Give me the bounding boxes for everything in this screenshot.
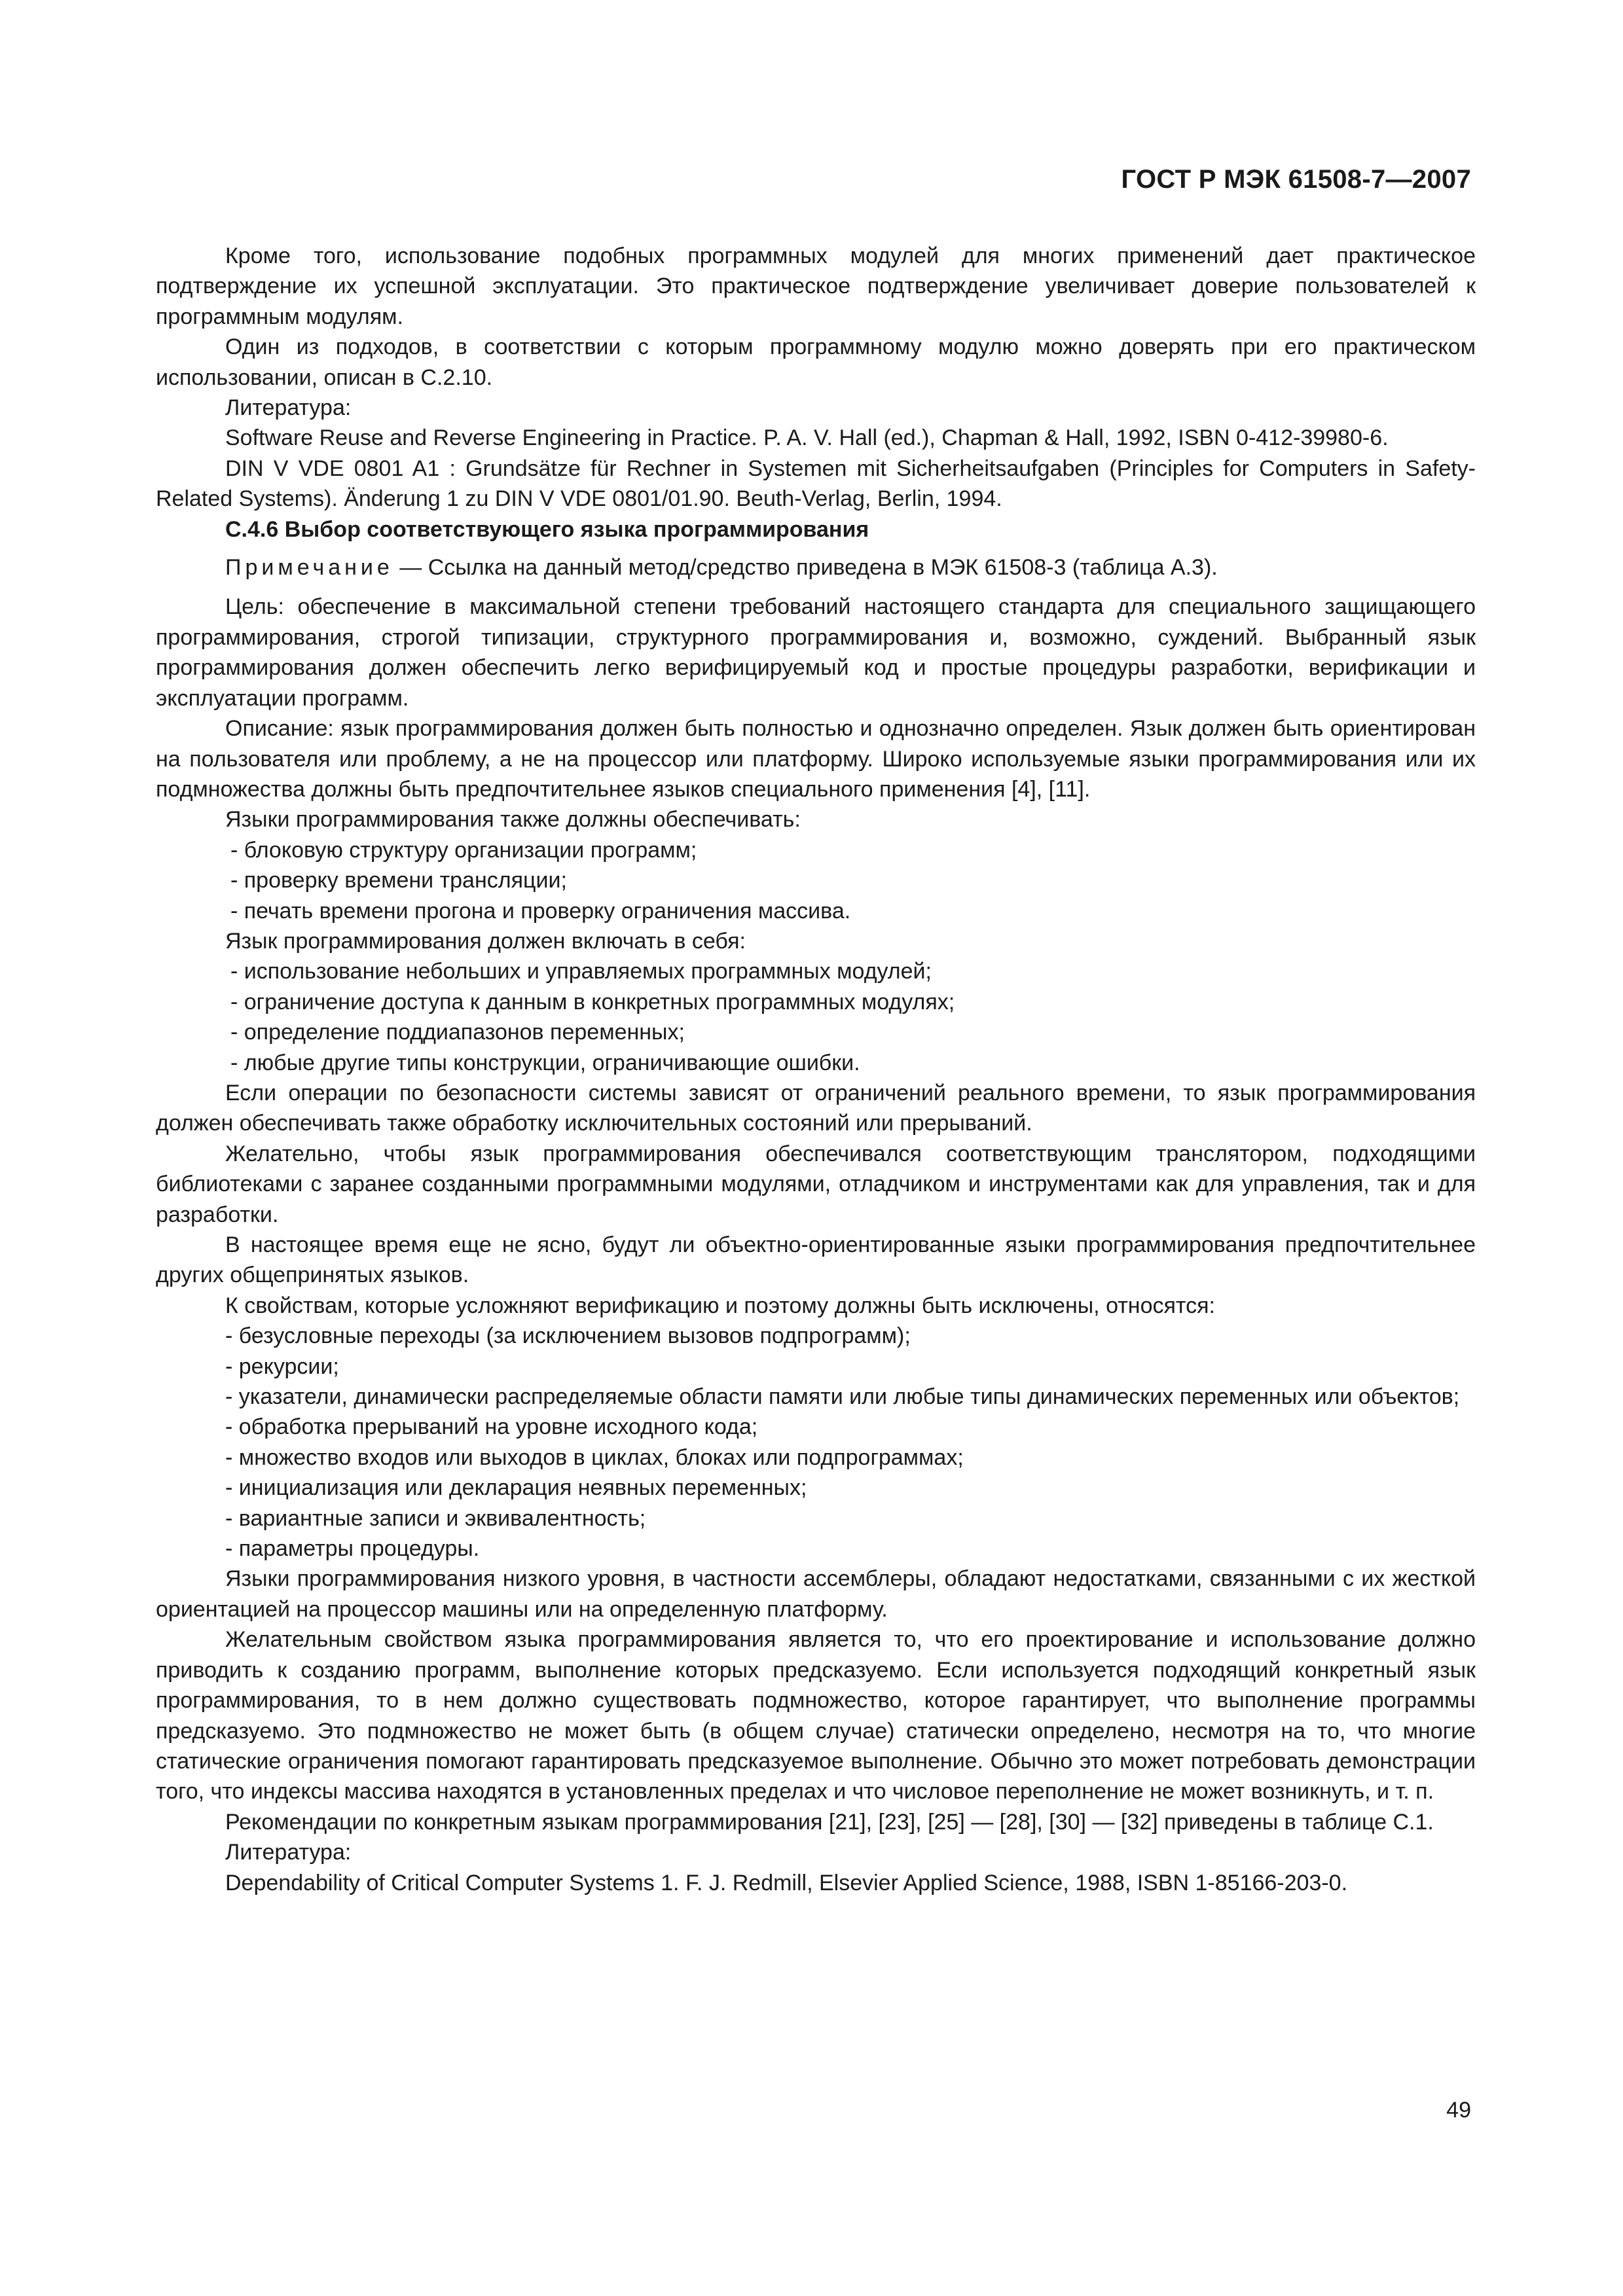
page-body [156, 241, 1476, 1898]
list-item: - указатели, динамически распределяемые области памяти или любые типы динамических переменных или объектов; [225, 1384, 1460, 1410]
note-label: Примечание [225, 555, 393, 581]
list-item: - рекурсии; [225, 1354, 339, 1379]
paragraph-translator: Желательно, чтобы язык программирования обеспечивался соответствующим транслятором, подходящими библиотеками с заранее созданными программными модулями, отладчиком и инструментами как для управления, так и для разработки. [156, 1141, 1476, 1227]
paragraph-desirable: Желательным свойством языка программирования является то, что его проектирование и использование должно приводить к созданию программ, выполнение которых предсказуемо. Если используется подходящий конкретный язык программирования, то в нем должно существовать подмножество, которое гарантирует, что выполнение программы предсказуемо. Это подмножество не может быть (в общем случае) статически определено, несмотря на то, что многие статические ограничения помогают гарантировать предсказуемое выполнение. Обычно это может потребовать демонстрации того, что индексы массива находятся в установленных пределах и что числовое переполнение не может возникнуть, и т. п. [156, 1627, 1476, 1804]
paragraph-aim: Цель: обеспечение в максимальной степени требований настоящего стандарта для специального защищающего программирования, строгой типизации, структурного программирования и, возможно, суждений. Выбранный язык программирования должен обеспечить легко верифицируемый код и простые процедуры разработки, верификации и эксплуатации программ. [156, 594, 1476, 711]
list-item: - безусловные переходы (за исключением вызовов подпрограмм); [225, 1323, 911, 1349]
list-item: - параметры процедуры. [225, 1536, 480, 1562]
paragraph-low-level: Языки программирования низкого уровня, в частности ассемблеры, обладают недостатками, связанными с их жесткой ориентацией на процессор машины или на определенную платформу. [156, 1566, 1476, 1622]
paragraph-realtime: Если операции по безопасности системы зависят от ограничений реального времени, то язык программирования должен обеспечивать также обработку исключительных состояний или прерываний. [156, 1080, 1476, 1136]
list-item: - использование небольших и управляемых программных модулей; [230, 959, 932, 984]
paragraph-reuse: Кроме того, использование подобных программных модулей для многих применений дает практическое подтверждение их успешной эксплуатации. Это практическое подтверждение увеличивает доверие пользователей к программным модулям. [156, 243, 1476, 329]
list-item: - печать времени прогона и проверку ограничения массива. [230, 898, 851, 924]
list-item: - обработка прерываний на уровне исходного кода; [225, 1414, 758, 1440]
paragraph-provide-intro: Языки программирования также должны обеспечивать: [225, 807, 801, 833]
paragraph-include-intro: Язык программирования должен включать в себя: [225, 928, 746, 954]
list-item: - инициализация или декларация неявных переменных; [225, 1475, 807, 1501]
document-header: ГОСТ Р МЭК 61508-7—2007 [1121, 165, 1471, 194]
note-text: — Ссылка на данный метод/средство приведена в МЭК 61508-3 (таблица А.3). [393, 555, 1218, 581]
literature-reference: Dependability of Critical Computer Systems 1. F. J. Redmill, Elsevier Applied Science, 1988, ISBN 1-85166-203-0. [225, 1870, 1348, 1895]
list-item: - проверку времени трансляции; [230, 868, 567, 893]
list-item: - блоковую структуру организации программ; [230, 837, 697, 863]
literature-label: Литература: [225, 1840, 352, 1865]
paragraph-recommendations: Рекомендации по конкретным языкам программирования [21], [23], [25] — [28], [30] — [32] приведены в таблице С.1. [225, 1809, 1434, 1835]
list-item: - ограничение доступа к данным в конкретных программных модулях; [230, 989, 955, 1014]
list-item: - любые другие типы конструкции, ограничивающие ошибки. [230, 1050, 860, 1075]
list-item: - определение поддиапазонов переменных; [230, 1020, 685, 1045]
literature-reference: Software Reuse and Reverse Engineering in Practice. P. A. V. Hall (ed.), Chapman & Hall, 1992, ISBN 0-412-39980-6. [225, 425, 1389, 451]
paragraph-description: Описание: язык программирования должен быть полностью и однозначно определен. Язык должен быть ориентирован на пользователя или проблему, а не на процессор или платформу. Широко используемые языки программирования или их подмножества должны быть предпочтительнее языков специального применения [4], [11]. [156, 716, 1476, 802]
page-number: 49 [1446, 2098, 1471, 2123]
literature-reference: DIN V VDE 0801 A1 : Grundsätze für Rechner in Systemen mit Sicherheitsaufgaben (Principles for Computers in Safety-Related Systems). Änderung 1 zu DIN V VDE 0801/01.90. Beuth-Verlag, Berlin, 1994. [156, 456, 1476, 512]
list-item: - множество входов или выходов в циклах, блоках или подпрограммах; [225, 1444, 964, 1470]
paragraph-approach: Один из подходов, в соответствии с которым программному модулю можно доверять при его практическом использовании, описан в С.2.10. [156, 334, 1476, 390]
list-item: - вариантные записи и эквивалентность; [225, 1505, 646, 1531]
section-heading: С.4.6 Выбор соответствующего языка программирования [225, 516, 869, 542]
literature-label: Литература: [225, 395, 352, 421]
paragraph-oop: В настоящее время еще не ясно, будут ли объектно-ориентированные языки программирования предпочтительнее других общепринятых языков. [156, 1232, 1476, 1288]
paragraph-exclude-intro: К свойствам, которые усложняют верификацию и поэтому должны быть исключены, относятся: [225, 1293, 1215, 1318]
note [156, 552, 1476, 583]
